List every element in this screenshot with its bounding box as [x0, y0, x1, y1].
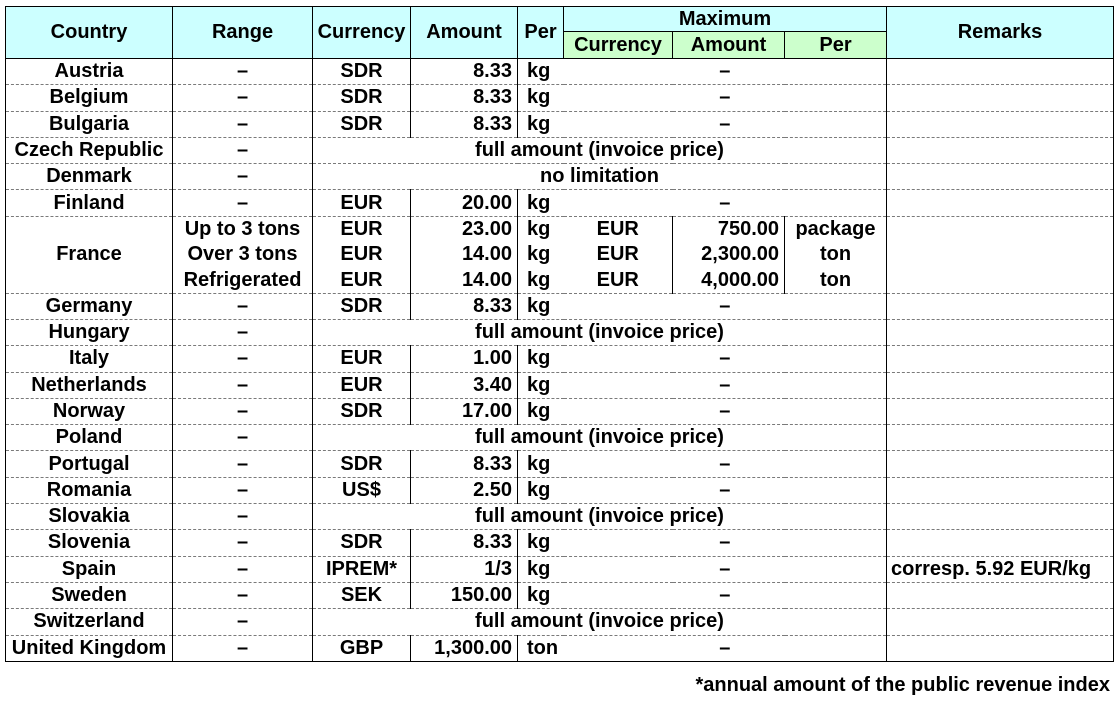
table-row-france [6, 267, 1114, 293]
header-amount: Amount [411, 7, 518, 59]
country-cell: Poland [6, 425, 173, 451]
remarks-cell [887, 425, 1114, 451]
per-cell: kg [518, 267, 564, 293]
table-row [6, 635, 1114, 661]
amount-cell: 17.00 [411, 398, 518, 424]
table-row [6, 137, 1114, 163]
amount-cell: 8.33 [411, 530, 518, 556]
maximum-cell: – [564, 85, 887, 111]
range-cell: – [173, 556, 313, 582]
range-cell: – [173, 398, 313, 424]
country-cell: Czech Republic [6, 137, 173, 163]
header-remarks: Remarks [887, 7, 1114, 59]
remarks-cell [887, 216, 1114, 242]
currency-cell: SDR [313, 293, 411, 319]
header-range: Range [173, 7, 313, 59]
currency-cell: EUR [313, 216, 411, 242]
remarks-cell [887, 477, 1114, 503]
range-cell: – [173, 346, 313, 372]
maximum-cell: – [564, 372, 887, 398]
table-row [6, 477, 1114, 503]
country-cell: Belgium [6, 85, 173, 111]
per-cell: kg [518, 582, 564, 608]
remarks-cell: corresp. 5.92 EUR/kg [887, 556, 1114, 582]
table-row [6, 293, 1114, 319]
table-row [6, 451, 1114, 477]
amount-cell: 8.33 [411, 293, 518, 319]
table-row [6, 346, 1114, 372]
remarks-cell [887, 609, 1114, 635]
range-cell: Up to 3 tons [173, 216, 313, 242]
country-cell: Germany [6, 293, 173, 319]
range-cell: – [173, 137, 313, 163]
currency-cell: SDR [313, 111, 411, 137]
amount-cell: 8.33 [411, 111, 518, 137]
country-cell: Italy [6, 346, 173, 372]
maximum-cell: – [564, 477, 887, 503]
note-cell: full amount (invoice price) [313, 504, 887, 530]
country-cell: Austria [6, 59, 173, 85]
currency-cell: SEK [313, 582, 411, 608]
per-cell: kg [518, 346, 564, 372]
range-cell: Over 3 tons [173, 242, 313, 267]
maximum-cell: – [564, 398, 887, 424]
currency-cell: SDR [313, 451, 411, 477]
range-cell: – [173, 293, 313, 319]
currency-cell: EUR [313, 242, 411, 267]
maximum-cell: – [564, 451, 887, 477]
max-per-cell: ton [785, 267, 887, 293]
max-currency-cell: EUR [564, 216, 673, 242]
range-cell: Refrigerated [173, 267, 313, 293]
maximum-cell: – [564, 293, 887, 319]
per-cell: kg [518, 556, 564, 582]
note-cell: full amount (invoice price) [313, 425, 887, 451]
per-cell: ton [518, 635, 564, 661]
per-cell: kg [518, 451, 564, 477]
remarks-cell [887, 319, 1114, 345]
table-row-france [6, 242, 1114, 267]
table-row [6, 582, 1114, 608]
per-cell: kg [518, 190, 564, 216]
amount-cell: 8.33 [411, 85, 518, 111]
currency-cell: SDR [313, 398, 411, 424]
max-currency-cell: EUR [564, 242, 673, 267]
country-cell: Bulgaria [6, 111, 173, 137]
remarks-cell [887, 293, 1114, 319]
amount-cell: 150.00 [411, 582, 518, 608]
header-country: Country [6, 7, 173, 59]
remarks-cell [887, 530, 1114, 556]
amount-cell: 23.00 [411, 216, 518, 242]
range-cell: – [173, 609, 313, 635]
note-cell: full amount (invoice price) [313, 137, 887, 163]
per-cell: kg [518, 293, 564, 319]
remarks-cell [887, 504, 1114, 530]
amount-cell: 14.00 [411, 242, 518, 267]
table-row [6, 398, 1114, 424]
country-cell: Netherlands [6, 372, 173, 398]
table-row [6, 319, 1114, 345]
country-cell: Romania [6, 477, 173, 503]
currency-cell: US$ [313, 477, 411, 503]
country-cell: Finland [6, 190, 173, 216]
per-cell: kg [518, 59, 564, 85]
table-row [6, 556, 1114, 582]
amount-cell: 20.00 [411, 190, 518, 216]
remarks-cell [887, 137, 1114, 163]
range-cell: – [173, 477, 313, 503]
range-cell: – [173, 190, 313, 216]
max-per-cell: ton [785, 242, 887, 267]
table-row [6, 372, 1114, 398]
range-cell: – [173, 504, 313, 530]
table-row [6, 609, 1114, 635]
table-row [6, 504, 1114, 530]
remarks-cell [887, 398, 1114, 424]
range-cell: – [173, 530, 313, 556]
remarks-cell [887, 242, 1114, 267]
currency-cell: EUR [313, 190, 411, 216]
per-cell: kg [518, 477, 564, 503]
max-amount-cell: 750.00 [673, 216, 785, 242]
remarks-cell [887, 372, 1114, 398]
remarks-cell [887, 582, 1114, 608]
remarks-cell [887, 346, 1114, 372]
table-row [6, 164, 1114, 190]
footnote: *annual amount of the public revenue index [695, 674, 1110, 696]
country-cell: Slovakia [6, 504, 173, 530]
amount-cell: 14.00 [411, 267, 518, 293]
max-currency-cell: EUR [564, 267, 673, 293]
max-amount-cell: 4,000.00 [673, 267, 785, 293]
range-cell: – [173, 111, 313, 137]
table-row [6, 59, 1114, 85]
header-max-per: Per [785, 32, 887, 59]
per-cell: kg [518, 530, 564, 556]
remarks-cell [887, 451, 1114, 477]
table-row [6, 530, 1114, 556]
per-cell: kg [518, 242, 564, 267]
country-cell: Sweden [6, 582, 173, 608]
table-body [6, 59, 1114, 662]
amount-cell: 3.40 [411, 372, 518, 398]
country-cell: United Kingdom [6, 635, 173, 661]
amount-cell: 2.50 [411, 477, 518, 503]
currency-cell: EUR [313, 267, 411, 293]
range-cell: – [173, 451, 313, 477]
range-cell: – [173, 582, 313, 608]
country-cell: Denmark [6, 164, 173, 190]
table-row [6, 190, 1114, 216]
maximum-cell: – [564, 556, 887, 582]
currency-cell: GBP [313, 635, 411, 661]
remarks-cell [887, 635, 1114, 661]
range-cell: – [173, 319, 313, 345]
maximum-cell: – [564, 111, 887, 137]
note-cell: no limitation [313, 164, 887, 190]
currency-cell: EUR [313, 372, 411, 398]
currency-cell: IPREM* [313, 556, 411, 582]
range-cell: – [173, 164, 313, 190]
header-per: Per [518, 7, 564, 59]
country-cell: France [6, 216, 173, 293]
currency-cell: EUR [313, 346, 411, 372]
table-row [6, 425, 1114, 451]
remarks-cell [887, 85, 1114, 111]
table-row [6, 111, 1114, 137]
header-max-currency: Currency [564, 32, 673, 59]
country-cell: Slovenia [6, 530, 173, 556]
range-cell: – [173, 635, 313, 661]
maximum-cell: – [564, 582, 887, 608]
country-cell: Spain [6, 556, 173, 582]
header-currency: Currency [313, 7, 411, 59]
remarks-cell [887, 59, 1114, 85]
header-maximum: Maximum [564, 7, 887, 32]
amount-cell: 8.33 [411, 451, 518, 477]
currency-cell: SDR [313, 530, 411, 556]
amount-cell: 1,300.00 [411, 635, 518, 661]
note-cell: full amount (invoice price) [313, 319, 887, 345]
country-cell: Portugal [6, 451, 173, 477]
per-cell: kg [518, 111, 564, 137]
range-cell: – [173, 59, 313, 85]
remarks-cell [887, 164, 1114, 190]
country-cell: Norway [6, 398, 173, 424]
maximum-cell: – [564, 530, 887, 556]
liability-limits-table [5, 6, 1114, 662]
header-max-amount: Amount [673, 32, 785, 59]
currency-cell: SDR [313, 59, 411, 85]
remarks-cell [887, 267, 1114, 293]
range-cell: – [173, 372, 313, 398]
range-cell: – [173, 425, 313, 451]
per-cell: kg [518, 372, 564, 398]
per-cell: kg [518, 398, 564, 424]
table-row [6, 85, 1114, 111]
note-cell: full amount (invoice price) [313, 609, 887, 635]
maximum-cell: – [564, 635, 887, 661]
country-cell: Switzerland [6, 609, 173, 635]
remarks-cell [887, 111, 1114, 137]
per-cell: kg [518, 216, 564, 242]
amount-cell: 8.33 [411, 59, 518, 85]
amount-cell: 1/3 [411, 556, 518, 582]
currency-cell: SDR [313, 85, 411, 111]
remarks-cell [887, 190, 1114, 216]
max-amount-cell: 2,300.00 [673, 242, 785, 267]
table-row-france [6, 216, 1114, 242]
maximum-cell: – [564, 346, 887, 372]
amount-cell: 1.00 [411, 346, 518, 372]
max-per-cell: package [785, 216, 887, 242]
range-cell: – [173, 85, 313, 111]
country-cell: Hungary [6, 319, 173, 345]
maximum-cell: – [564, 59, 887, 85]
per-cell: kg [518, 85, 564, 111]
maximum-cell: – [564, 190, 887, 216]
